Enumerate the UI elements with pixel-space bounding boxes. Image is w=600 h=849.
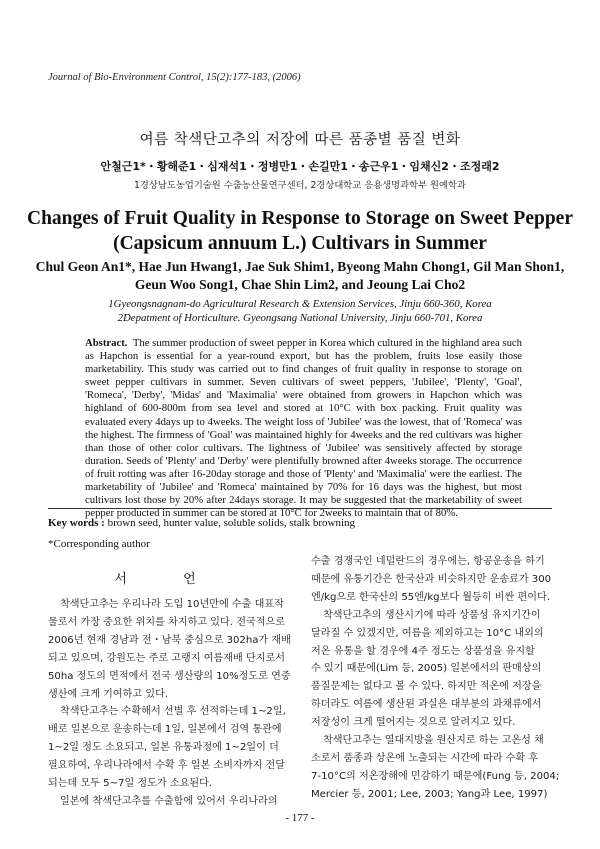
- body-line: 수출 경쟁국인 네덜란드의 경우에는, 항공운송을 하기: [311, 556, 545, 567]
- right-column: [311, 553, 559, 804]
- divider: [48, 508, 552, 509]
- abstract: [85, 337, 522, 520]
- english-affiliation-1: 1Gyeongsnagnam-do Agricultural Research & Extension Services, Jinju 660-360, Korea: [108, 298, 492, 310]
- body-line: 수 있기 때문에(Lim 등, 2005) 일본에서의 판매상의: [311, 663, 542, 675]
- body-line: 저온 유통을 할 경우에 4주 정도는 상품성을 유지할: [311, 645, 535, 657]
- keywords: [48, 517, 355, 529]
- body-line: 하더라도 여름에 생산된 과실은 대부분의 과채류에서: [311, 699, 542, 711]
- corresponding-author-note: *Corresponding author: [48, 538, 150, 550]
- body-line: 2006년 현재 경남과 전・남북 중심으로 302ha가 재배: [48, 634, 291, 646]
- english-authors-line1: Chul Geon An1*, Hae Jun Hwang1, Jae Suk Shim1, Byeong Mahn Chong1, Gil Man Shon1,: [35, 259, 565, 274]
- body-line: 착색단고추의 생산시기에 따라 상품성 유지기간이: [323, 609, 541, 621]
- korean-affiliations: 1경상남도농업기술원 수출농산물연구센터, 2경상대학교 응용생명과학부 원예학과: [134, 180, 466, 191]
- body-line: 되고 있으며, 강원도는 주로 고랭지 여름재배 단지로서: [48, 652, 285, 664]
- korean-authors: 안철근1*・황해준1・심재석1・정병만1・손길만1・송근우1・임채신2・조정래2: [100, 160, 500, 173]
- body-line: 소로서 품종과 상온에 노출되는 시간에 따라 수확 후: [311, 752, 539, 764]
- body-line: 착색단고추는 우리나라 도입 10년만에 수출 대표작: [60, 599, 284, 610]
- english-affiliation-2: 2Depatment of Horticulture. Gyeongsang National University, Jinju 660-701, Korea: [117, 311, 483, 324]
- english-affiliations: [0, 298, 600, 325]
- body-line: 저장성이 크게 떨어지는 것으로 알려지고 있다.: [311, 717, 516, 729]
- body-line: 품질문제는 없다고 볼 수 있다. 하지만 적온에 저장을: [311, 681, 542, 693]
- body-line: Mercier 등, 2001; Lee, 2003; Yang과 Lee, 1997): [311, 788, 548, 800]
- korean-title: 여름 착색단고추의 저장에 따른 품종별 품질 변화: [139, 132, 461, 148]
- body-line: 되는데 모두 5~7일 정도가 소요된다.: [48, 778, 213, 790]
- body-line: 생산에 크게 기여하고 있다.: [48, 688, 169, 700]
- body-line: 1~2일 정도 소요되고, 일본 유통과정에 1~2일이 더: [48, 742, 279, 754]
- body-line: 필요하여, 우리나라에서 수확 후 일본 소비자까지 전달: [48, 760, 285, 772]
- keywords-label: Key words :: [48, 517, 105, 529]
- english-authors: [0, 258, 600, 294]
- body-line: 물로서 가장 중요한 위치를 차지하고 있다. 전국적으로: [48, 616, 285, 628]
- english-title-line1: Changes of Fruit Quality in Response to Storage on Sweet Pepper: [27, 208, 573, 229]
- body-line: 착색단고추는 열대지방을 원산지로 하는 고온성 채: [323, 735, 544, 747]
- body-line: 7-10°C의 저온장해에 민감하기 때문에(Fung 등, 2004;: [311, 770, 560, 782]
- body-line: 배로 일본으로 운송하는데 1일, 일본에서 검역 통관에: [48, 724, 282, 736]
- body-line: 엔/kg으로 한국산의 55엔/kg보다 월등히 비싼 편이다.: [311, 591, 550, 603]
- section-heading: 서 언: [114, 572, 222, 587]
- keywords-text: brown seed, hunter value, soluble solids, stalk browning: [107, 517, 356, 529]
- abstract-text: The summer production of sweet pepper in Korea which cultured in the highland area such as Hapchon is essential for a year-round export, but has the problem, fruits lose easily those marketability. This study was carried out to find changes of fruit quality in response to storage on sweet pepper cultivars in summer. Seven cultivars of sweet peppers, 'Jubilee', 'Plenty', 'Goal', 'Romeca', 'Derby', 'Midas' and 'Maximalia' were obtained from growers in Hapchon which was highland of 600-800m from sea level and stored at 10°C with box packing. Fruit quality was evaluated every 4days up to 4weeks. The weight loss of 'Jubilee' was the lowest, that of 'Romeca' was the highest. The firmness of 'Goal' was maintained highly for 4weeks and the red cultivars was higher than those of other color cultivars. The lightness of 'Jubilee' was sensitively affected by storage duration. Seeds of 'Plenty' and 'Derby' were plentifully browned after 4weeks storage. The occurrence of fruit rotting was after 16-20day storage and those of 'Plenty' and 'Maximalia' were the earliest. The marketability of 'Jubilee' and 'Romeca' maintained by 70% for 16 days was the highest, but most cultivars lost those by 20% after 24days storage. It may be suggested that the marketability of sweet pepper producted in summer can be stored at 10°C for 2weeks to maintain that of 80%.: [85, 337, 523, 520]
- abstract-label: Abstract.: [85, 337, 128, 349]
- journal-citation: Journal of Bio-Environment Control, 15(2):177-183, (2006): [48, 72, 301, 83]
- body-line: 50ha 정도의 면적에서 전국 생산량의 10%정도로 연중: [48, 670, 291, 682]
- body-line: 착색단고추는 수확해서 선별 후 선적하는데 1~2일,: [60, 706, 286, 718]
- english-authors-line2: Geun Woo Song1, Chae Shin Lim2, and Jeoung Lai Cho2: [134, 277, 466, 292]
- page-number: - 177 -: [285, 812, 315, 824]
- body-line: 때문에 유통기간은 한국산과 비슷하지만 운송료가 300: [311, 573, 552, 585]
- english-title: [0, 206, 600, 256]
- body-line: 달라질 수 있겠지만, 여름을 제외하고는 10°C 내외의: [311, 627, 544, 639]
- left-column: [48, 596, 296, 811]
- body-line: 일본에 착색단고추를 수출함에 있어서 우리나라의: [60, 795, 278, 807]
- english-title-line2: (Capsicum annuum L.) Cultivars in Summer: [113, 233, 487, 254]
